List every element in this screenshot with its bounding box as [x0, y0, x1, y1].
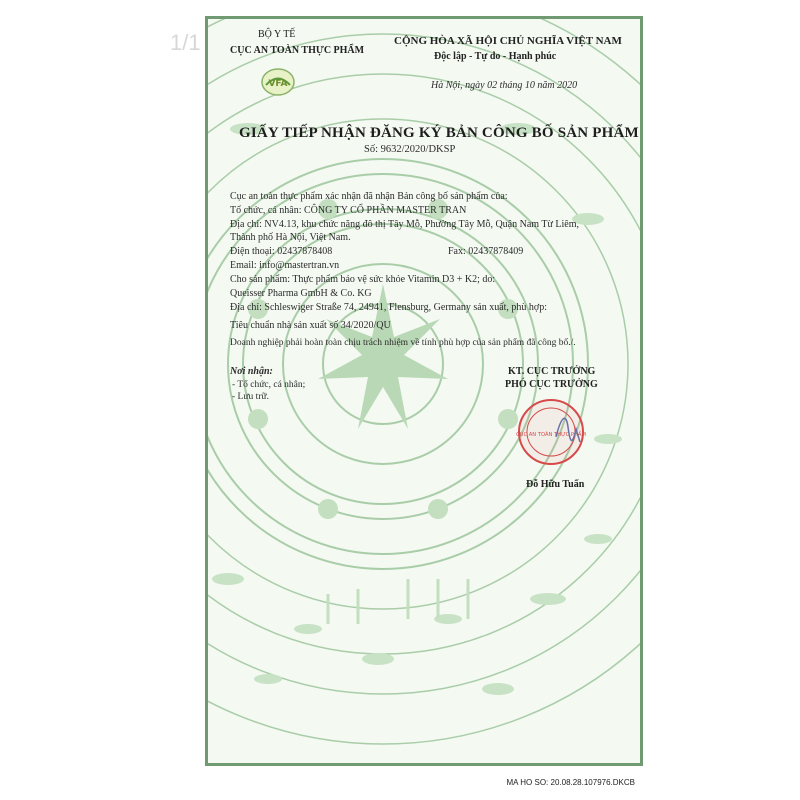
national-motto: Độc lập - Tự do - Hạnh phúc [434, 51, 557, 62]
phone-line: Điện thoại: 02437878408 [230, 246, 333, 257]
ministry-name: BỘ Y TẾ [258, 29, 296, 40]
fax-line: Fax: 02437878409 [448, 246, 524, 257]
vfa-logo [260, 67, 296, 97]
signer-name: Đỗ Hữu Tuấn [526, 479, 585, 490]
issue-date: Hà Nội, ngày 02 tháng 10 năm 2020 [431, 80, 578, 91]
signature-title-1: KT. CỤC TRƯỞNG [508, 366, 596, 377]
recipients-heading: Nơi nhận: [230, 366, 273, 377]
certificate-document [205, 16, 643, 766]
svg-text:VFA: VFA [268, 79, 288, 89]
responsibility-line: Doanh nghiệp phải hoàn toàn chịu trách nhiệm về tính phù hợp của sản phẩm đã công bố./. [230, 338, 576, 348]
manufacturer-line: Queisser Pharma GmbH & Co. KG [230, 288, 372, 299]
dossier-code: MA HO SO: 20.08.28.107976.DKCB [506, 778, 635, 787]
department-name: CỤC AN TOÀN THỰC PHẨM [230, 45, 365, 56]
product-line: Cho sản phẩm: Thực phẩm bảo vệ sức khỏe Vitamin D3 + K2; do: [230, 274, 496, 285]
signature-title-2: PHÓ CỤC TRƯỞNG [505, 379, 598, 390]
manufacturer-address-line: Địa chỉ: Schleswiger Straße 74, 24941, Flensburg, Germany sản xuất, phù hợp: [230, 302, 547, 313]
document-number: Số: 9632/2020/DKSP [364, 144, 456, 155]
email-line: Email: info@mastertran.vn [230, 260, 340, 271]
intro-line: Cục an toàn thực phẩm xác nhận đã nhận Bản công bố sản phẩm của: [230, 191, 508, 202]
recipient-item: - Lưu trữ. [232, 392, 269, 402]
address-line-2: Thành phố Hà Nội, Việt Nam. [230, 232, 351, 243]
standard-line: Tiêu chuẩn nhà sản xuất số 34/2020/QU [230, 320, 391, 331]
recipient-item: - Tổ chức, cá nhân; [232, 380, 306, 390]
organization-line: Tổ chức, cá nhân: CÔNG TY CỔ PHẦN MASTER TRAN [230, 205, 467, 216]
country-name: CỘNG HÒA XÃ HỘI CHỦ NGHĨA VIỆT NAM [394, 35, 622, 47]
official-stamp [516, 397, 586, 467]
page-counter: 1/1 [170, 30, 201, 55]
svg-text:CỤC AN TOÀN THỰC PHẨM: CỤC AN TOÀN THỰC PHẨM [516, 432, 586, 438]
page-title: GIẤY TIẾP NHẬN ĐĂNG KÝ BẢN CÔNG BỐ SẢN PHẨM [239, 125, 639, 141]
address-line-1: Địa chỉ: NV4.13, khu chức năng đô thị Tây Mỗ, Phường Tây Mỗ, Quận Nam Từ Liêm, [230, 219, 580, 230]
